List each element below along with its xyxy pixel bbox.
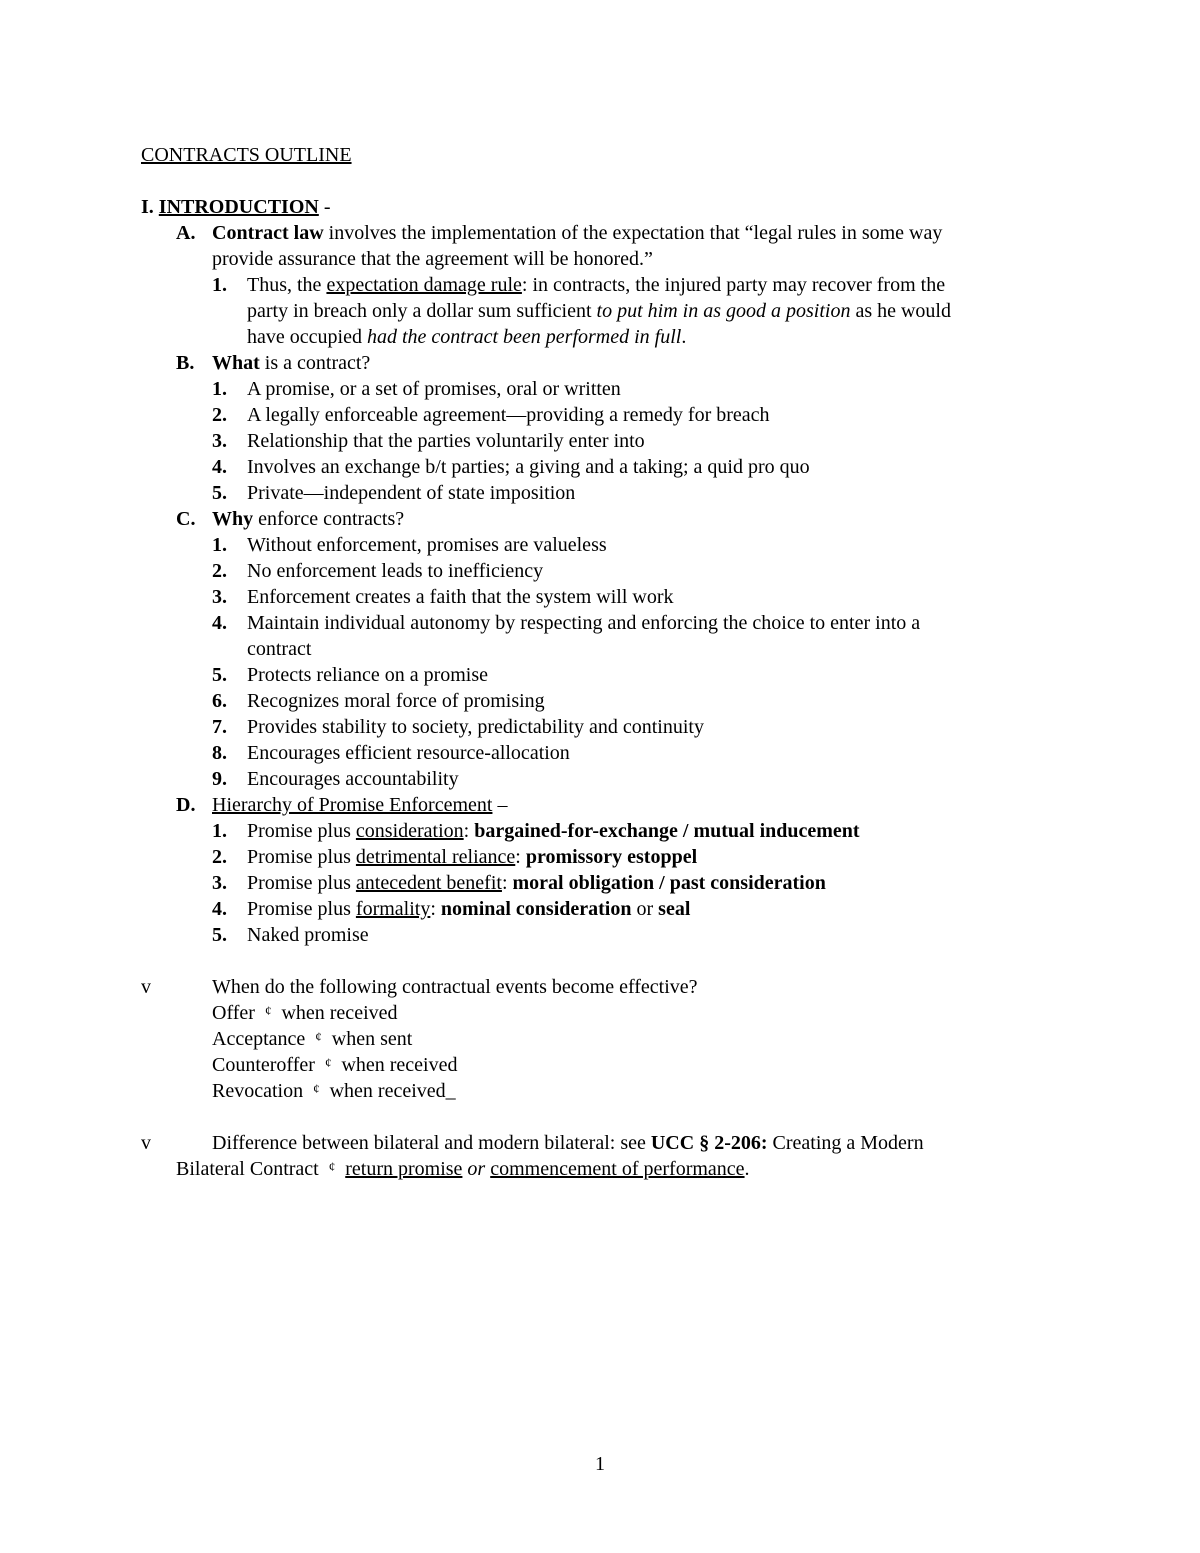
outline-num: 7. xyxy=(212,716,227,738)
outline-subitem-cont: have occupied had the contract been performed in full. xyxy=(247,326,687,348)
effective-row: Revocation ¢ when received_ xyxy=(212,1078,456,1106)
page-number: 1 xyxy=(595,1453,605,1475)
outline-subitem: A legally enforceable agreement—providing a remedy for breach xyxy=(247,404,770,426)
arrow-icon: ¢ xyxy=(313,1081,320,1096)
arrow-icon: ¢ xyxy=(324,1055,332,1070)
outline-subitem: Naked promise xyxy=(247,924,369,946)
outline-subitem: Promise plus consideration: bargained-for-exchange / mutual inducement xyxy=(247,820,860,842)
outline-subitem: Encourages efficient resource-allocation xyxy=(247,742,570,764)
outline-subitem: Protects reliance on a promise xyxy=(247,664,489,686)
outline-subitem: Promise plus detrimental reliance: promissory estoppel xyxy=(247,846,698,868)
outline-subitem: Enforcement creates a faith that the system will work xyxy=(247,586,674,608)
arrow-icon: ¢ xyxy=(328,1159,336,1174)
outline-num: 2. xyxy=(212,846,227,868)
arrow-icon: ¢ xyxy=(264,1003,272,1018)
outline-num: 4. xyxy=(212,612,227,634)
outline-subitem: A promise, or a set of promises, oral or written xyxy=(247,378,621,400)
outline-subitem: No enforcement leads to inefficiency xyxy=(247,560,544,582)
bullet-marker: v xyxy=(141,976,151,998)
outline-num: 1. xyxy=(212,820,227,842)
outline-num: 8. xyxy=(212,742,227,764)
outline-num: 5. xyxy=(212,924,227,946)
outline-letter-c: C. xyxy=(176,508,196,530)
outline-item-d: Hierarchy of Promise Enforcement – xyxy=(212,794,508,816)
document-title: CONTRACTS OUTLINE xyxy=(141,144,352,166)
outline-num: 3. xyxy=(212,586,227,608)
outline-num: 6. xyxy=(212,690,227,712)
outline-num: 1. xyxy=(212,378,227,400)
outline-item-b: What is a contract? xyxy=(212,352,371,374)
outline-num: 2. xyxy=(212,560,227,582)
outline-subitem: Involves an exchange b/t parties; a giving and a taking; a quid pro quo xyxy=(247,456,810,478)
outline-letter-a: A. xyxy=(176,222,196,244)
outline-item-c: Why enforce contracts? xyxy=(212,508,405,530)
outline-subitem: Relationship that the parties voluntarily enter into xyxy=(247,430,645,452)
outline-num: 4. xyxy=(212,898,227,920)
outline-subitem: Without enforcement, promises are valueless xyxy=(247,534,607,556)
effective-row: Offer ¢ when received xyxy=(212,1000,398,1028)
section-heading: I. INTRODUCTION - xyxy=(141,196,331,218)
outline-num: 4. xyxy=(212,456,227,478)
outline-subitem: Encourages accountability xyxy=(247,768,459,790)
outline-item-a-cont: provide assurance that the agreement will be honored.” xyxy=(212,248,653,270)
outline-num: 3. xyxy=(212,872,227,894)
outline-subitem-cont: party in breach only a dollar sum sufficient to put him in as good a position as he would xyxy=(247,300,951,322)
effective-row: Acceptance ¢ when sent xyxy=(212,1026,412,1054)
outline-subitem: Promise plus formality: nominal consideration or seal xyxy=(247,898,691,920)
bullet-question: When do the following contractual events become effective? xyxy=(212,976,698,998)
outline-num: 1. xyxy=(212,534,227,556)
outline-subitem: Thus, the expectation damage rule: in contracts, the injured party may recover from the xyxy=(247,274,946,296)
effective-row: Counteroffer ¢ when received xyxy=(212,1052,457,1080)
outline-num: 5. xyxy=(212,664,227,686)
outline-letter-d: D. xyxy=(176,794,196,816)
arrow-icon: ¢ xyxy=(315,1029,322,1044)
outline-num: 5. xyxy=(212,482,227,504)
outline-letter-b: B. xyxy=(176,352,195,374)
outline-num: 1. xyxy=(212,274,227,296)
outline-num: 3. xyxy=(212,430,227,452)
outline-subitem-cont: contract xyxy=(247,638,312,660)
bullet-text-cont: Bilateral Contract ¢ return promise or commencement of performance. xyxy=(176,1156,750,1184)
outline-subitem: Maintain individual autonomy by respecting and enforcing the choice to enter into a xyxy=(247,612,921,634)
outline-subitem: Private—independent of state imposition xyxy=(247,482,576,504)
bullet-marker: v xyxy=(141,1132,151,1154)
outline-subitem: Recognizes moral force of promising xyxy=(247,690,545,712)
outline-item-a: Contract law involves the implementation of the expectation that “legal rules in some way xyxy=(212,222,943,244)
bullet-text: Difference between bilateral and modern bilateral: see UCC § 2-206: Creating a Modern xyxy=(212,1132,924,1154)
outline-num: 2. xyxy=(212,404,227,426)
outline-subitem: Provides stability to society, predictability and continuity xyxy=(247,716,704,738)
outline-num: 9. xyxy=(212,768,227,790)
outline-subitem: Promise plus antecedent benefit: moral obligation / past consideration xyxy=(247,872,826,894)
